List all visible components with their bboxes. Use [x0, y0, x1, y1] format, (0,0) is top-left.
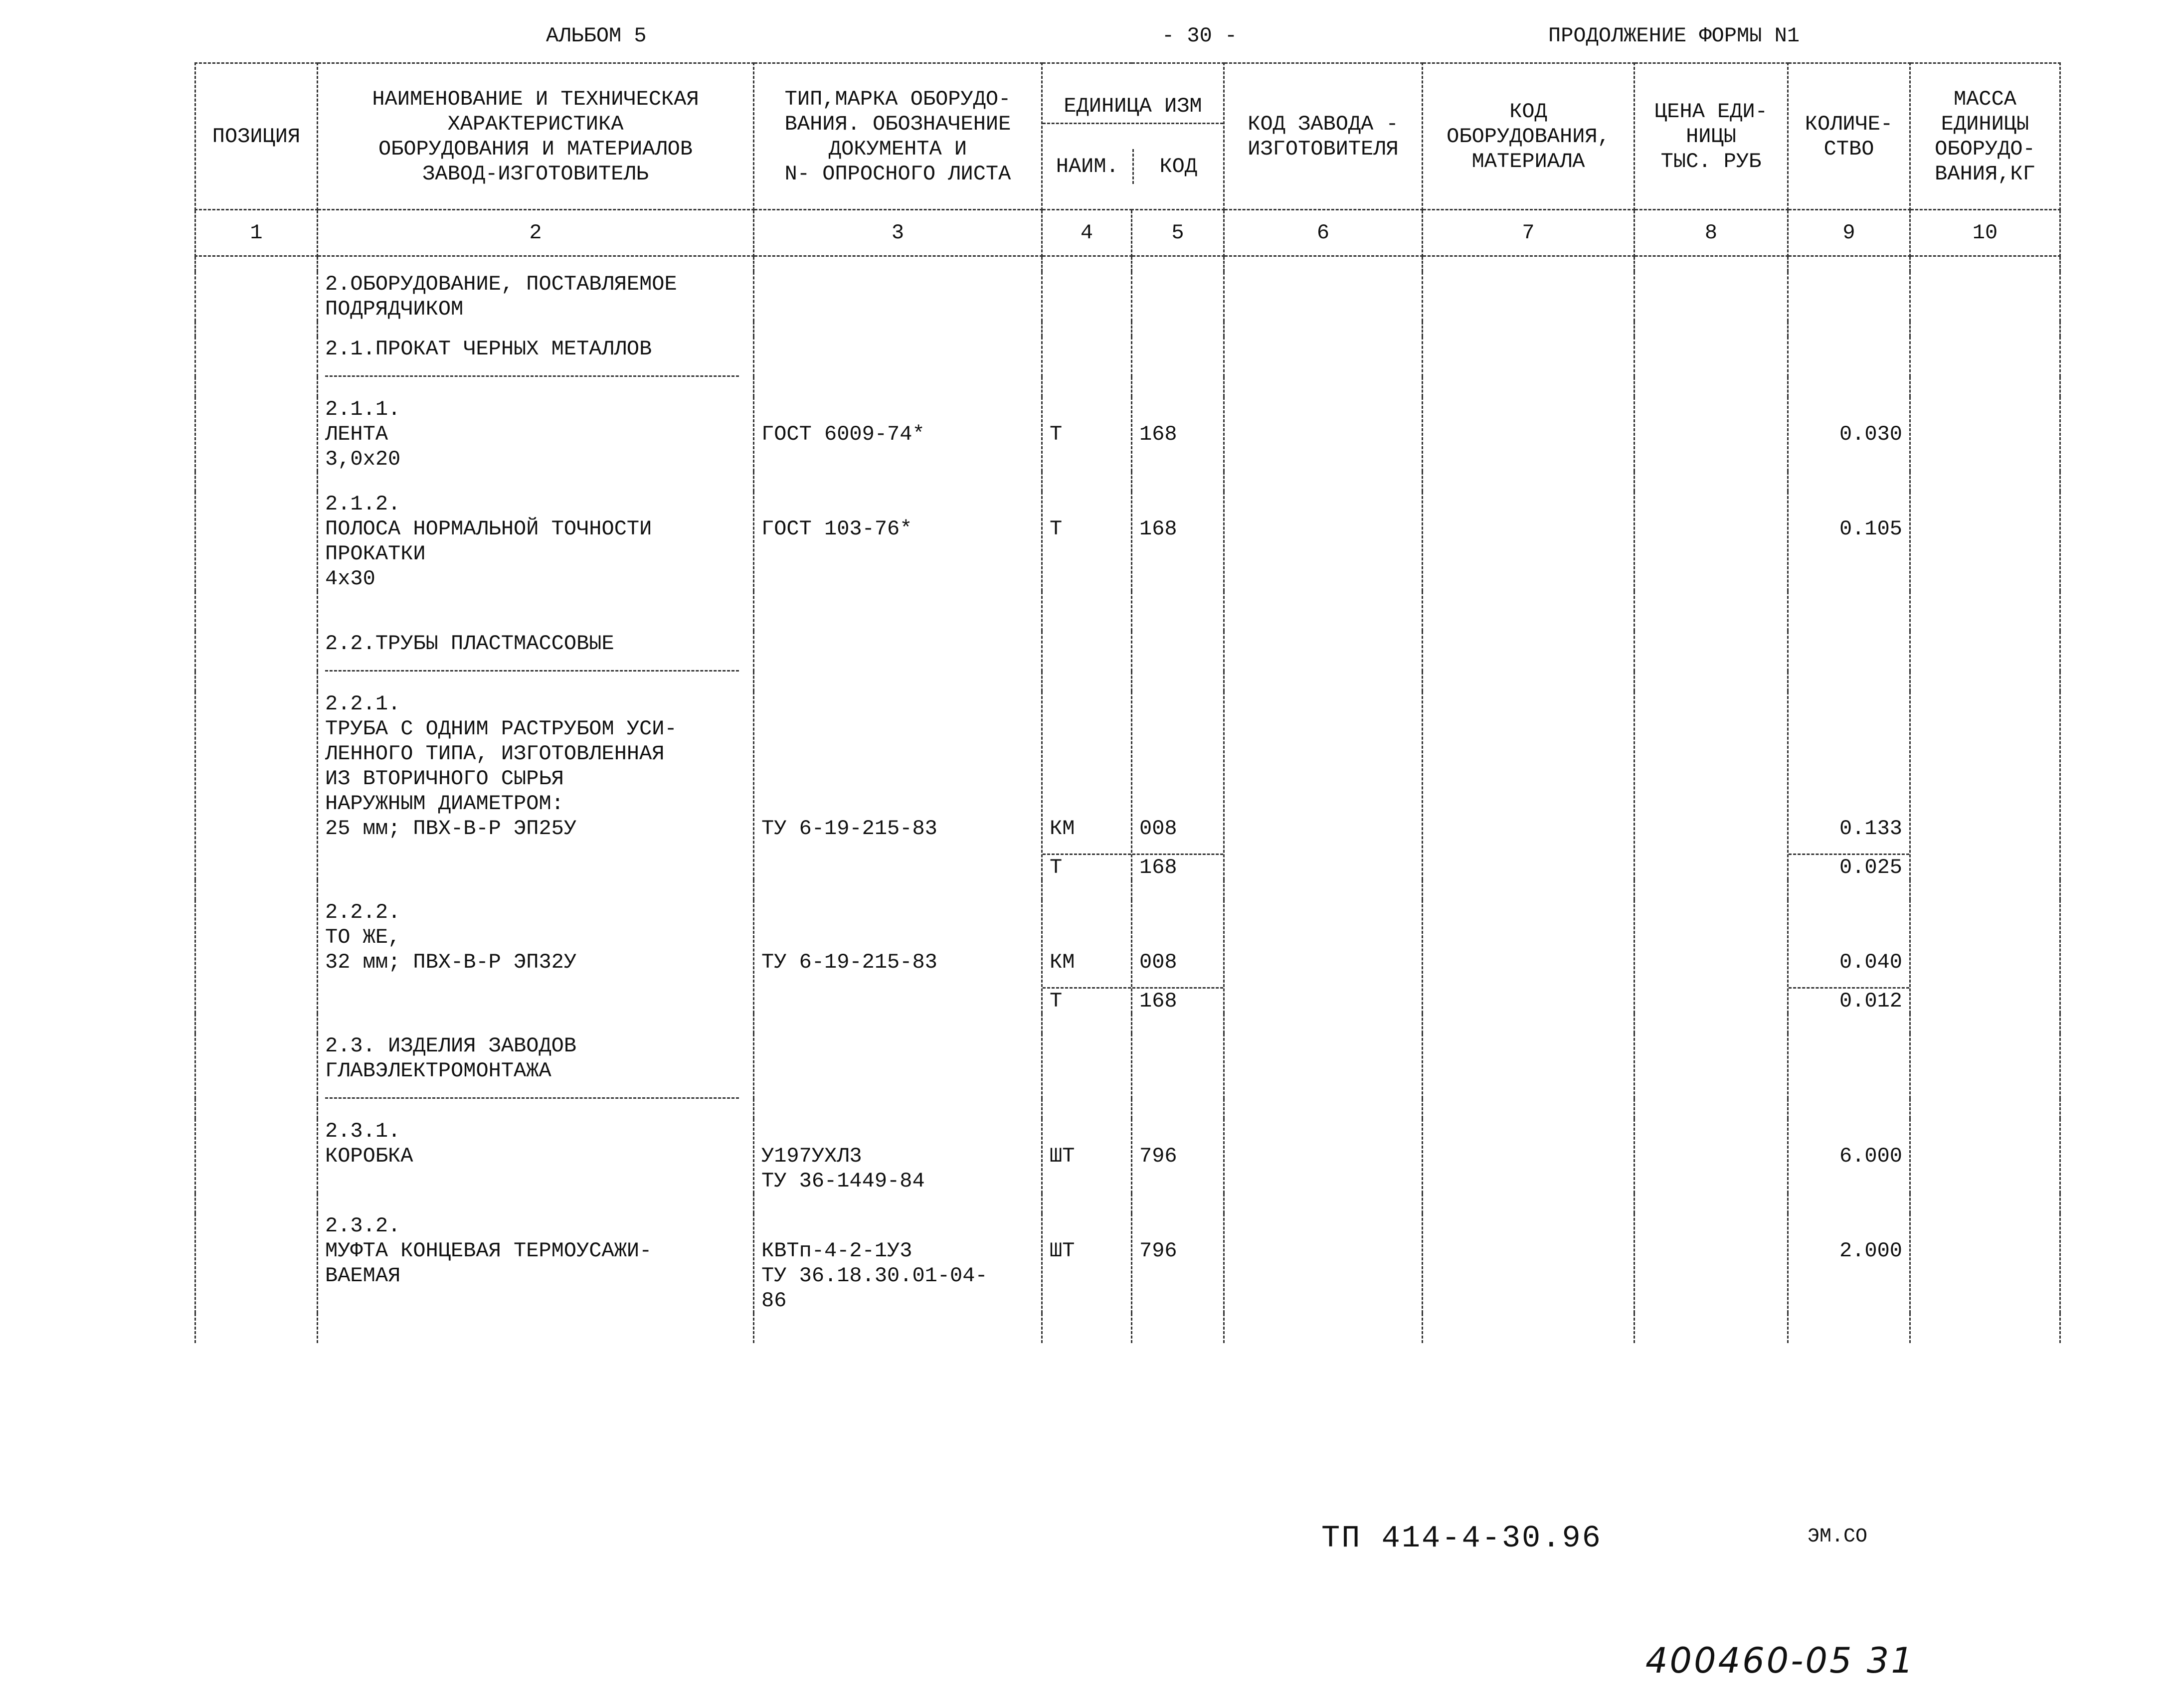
unit-code-cell — [1132, 1119, 1224, 1194]
inventory-number: 400460-05 31 — [1645, 1640, 1915, 1681]
unit-code-cell — [1132, 1213, 1224, 1313]
unit-name: ШТ — [1050, 1239, 1075, 1263]
unit-code: 008 — [1139, 817, 1177, 841]
table-row — [195, 1213, 2060, 1313]
unit-name: Т — [1043, 987, 1131, 1014]
header-unit-code: КОД — [1159, 155, 1198, 178]
position-cell — [195, 1119, 318, 1194]
item-document: ГОСТ 6009-74* — [754, 397, 1042, 472]
factory-code-cell — [1224, 1119, 1423, 1194]
quantity-value: 6.000 — [1839, 1144, 1902, 1168]
unit-code: 168 — [1132, 987, 1223, 1014]
factory-code-cell — [1224, 900, 1423, 1014]
unit-code: 168 — [1139, 422, 1177, 446]
factory-code-cell — [1224, 492, 1423, 591]
quantity-value: 0.030 — [1839, 422, 1902, 446]
price-cell — [1634, 397, 1788, 472]
colnum-4: 4 — [1042, 210, 1132, 256]
factory-code-cell — [1224, 397, 1423, 472]
section-code: ЭМ.СО — [1808, 1526, 1868, 1548]
item-name: 2.2.2. ТО ЖЕ, 32 мм; ПВХ-В-Р ЭП32У — [318, 900, 754, 1014]
unit-name-cell — [1042, 691, 1132, 880]
colnum-10: 10 — [1910, 210, 2060, 256]
price-cell — [1634, 691, 1788, 880]
mass-cell — [1910, 1213, 2060, 1313]
continuation-label: ПРОДОЛЖЕНИЕ ФОРМЫ N1 — [1548, 24, 1800, 48]
item-document: ГОСТ 103-76* — [754, 492, 1042, 591]
quantity-value: 0.040 — [1839, 950, 1902, 974]
price-cell — [1634, 492, 1788, 591]
unit-code-cell — [1132, 691, 1224, 880]
quantity-value: 0.012 — [1789, 987, 1909, 1014]
material-code-cell — [1423, 397, 1634, 472]
item-name: 2.1.2. ПОЛОСА НОРМАЛЬНОЙ ТОЧНОСТИ ПРОКАТКИ 4х30 — [318, 492, 754, 591]
colnum-6: 6 — [1224, 210, 1423, 256]
quantity-value: 2.000 — [1839, 1239, 1902, 1263]
mass-cell — [1910, 397, 2060, 472]
quantity-cell — [1788, 492, 1910, 591]
table-row — [195, 900, 2060, 1014]
material-code-cell — [1423, 1213, 1634, 1313]
material-code-cell — [1423, 691, 1634, 880]
colnum-1: 1 — [195, 210, 318, 256]
quantity-cell — [1788, 397, 1910, 472]
unit-name-cell — [1042, 1213, 1132, 1313]
specification-table — [194, 62, 2061, 1343]
colnum-9: 9 — [1788, 210, 1910, 256]
material-code-cell — [1423, 492, 1634, 591]
table-row — [195, 492, 2060, 591]
quantity-value: 0.105 — [1839, 517, 1902, 541]
section-row — [195, 272, 2060, 322]
table-row — [195, 1119, 2060, 1194]
header-unit-name: НАИМ. — [1043, 149, 1134, 184]
colnum-5: 5 — [1132, 210, 1224, 256]
position-cell — [195, 1213, 318, 1313]
unit-name: ШТ — [1050, 1144, 1075, 1168]
page-number: - 30 - — [1162, 24, 1238, 48]
item-document: КВТп-4-2-1У3 ТУ 36.18.30.01-04- 86 — [754, 1213, 1042, 1313]
unit-code: 008 — [1139, 950, 1177, 974]
header-price: ЦЕНА ЕДИ- НИЦЫ ТЫС. РУБ — [1634, 63, 1788, 210]
header-type: ТИП,МАРКА ОБОРУДО- ВАНИЯ. ОБОЗНАЧЕНИЕ ДОКУМЕНТА И N- ОПРОСНОГО ЛИСТА — [754, 63, 1042, 210]
unit-name: Т — [1043, 854, 1131, 880]
quantity-value: 0.025 — [1789, 854, 1909, 880]
column-number-row — [195, 210, 2060, 256]
material-code-cell — [1423, 1119, 1634, 1194]
factory-code-cell — [1224, 691, 1423, 880]
material-code-cell — [1423, 900, 1634, 1014]
quantity-cell — [1788, 1119, 1910, 1194]
unit-name-cell — [1042, 492, 1132, 591]
unit-name: Т — [1050, 422, 1063, 446]
document-code: ТП 414-4-30.96 — [1321, 1521, 1602, 1556]
quantity-value: 0.133 — [1839, 817, 1902, 841]
mass-cell — [1910, 1119, 2060, 1194]
header-name: НАИМЕНОВАНИЕ И ТЕХНИЧЕСКАЯ ХАРАКТЕРИСТИКА ОБОРУДОВАНИЯ И МАТЕРИАЛОВ ЗАВОД-ИЗГОТОВИТЕЛЬ — [318, 63, 754, 210]
header-row — [195, 63, 2060, 210]
header-quantity: КОЛИЧЕ- СТВО — [1788, 63, 1910, 210]
album-label: АЛЬБОМ 5 — [546, 24, 647, 48]
price-cell — [1634, 900, 1788, 1014]
unit-name-cell — [1042, 397, 1132, 472]
position-cell — [195, 691, 318, 880]
table-row — [195, 397, 2060, 472]
unit-name-cell — [1042, 1119, 1132, 1194]
section-title: 2.2.ТРУБЫ ПЛАСТМАССОВЫЕ — [325, 631, 739, 672]
mass-cell — [1910, 900, 2060, 1014]
header-unit-group — [1042, 63, 1224, 210]
unit-code: 168 — [1132, 854, 1223, 880]
item-name: 2.3.2. МУФТА КОНЦЕВАЯ ТЕРМОУСАЖИ- ВАЕМАЯ — [318, 1213, 754, 1313]
item-name: 2.2.1. ТРУБА С ОДНИМ РАСТРУБОМ УСИ- ЛЕННОГО ТИПА, ИЗГОТОВЛЕННАЯ ИЗ ВТОРИЧНОГО СЫРЬЯ НАРУЖНЫМ ДИАМЕТРОМ: 25 мм; ПВХ-В-Р ЭП25У — [318, 691, 754, 880]
item-name: 2.1.1. ЛЕНТА 3,0х20 — [318, 397, 754, 472]
position-cell — [195, 492, 318, 591]
specification-body — [195, 256, 2060, 1344]
price-cell — [1634, 1119, 1788, 1194]
unit-name: КМ — [1050, 950, 1075, 974]
colnum-7: 7 — [1423, 210, 1634, 256]
mass-cell — [1910, 691, 2060, 880]
header-material-code: КОД ОБОРУДОВАНИЯ, МАТЕРИАЛА — [1423, 63, 1634, 210]
section-title: 2.1.ПРОКАТ ЧЕРНЫХ МЕТАЛЛОВ — [325, 337, 739, 377]
price-cell — [1634, 1213, 1788, 1313]
item-document: ТУ 6-19-215-83 — [754, 691, 1042, 880]
unit-name: Т — [1050, 517, 1063, 541]
item-document: ТУ 6-19-215-83 — [754, 900, 1042, 1014]
factory-code-cell — [1224, 1213, 1423, 1313]
unit-name: КМ — [1050, 817, 1075, 841]
quantity-cell — [1788, 691, 1910, 880]
header-position: ПОЗИЦИЯ — [195, 63, 318, 210]
colnum-3: 3 — [754, 210, 1042, 256]
position-cell — [195, 900, 318, 1014]
quantity-cell — [1788, 1213, 1910, 1313]
unit-code-cell — [1132, 492, 1224, 591]
header-unit: ЕДИНИЦА ИЗМ — [1043, 89, 1223, 124]
item-document: У197УХЛ3 ТУ 36-1449-84 — [754, 1119, 1042, 1194]
unit-code: 168 — [1139, 517, 1177, 541]
section-row — [195, 337, 2060, 377]
unit-code-cell — [1132, 397, 1224, 472]
unit-name-cell — [1042, 900, 1132, 1014]
section-title: 2.ОБОРУДОВАНИЕ, ПОСТАВЛЯЕМОЕ ПОДРЯДЧИКОМ — [318, 272, 754, 322]
item-name: 2.3.1. КОРОБКА — [318, 1119, 754, 1194]
colnum-2: 2 — [318, 210, 754, 256]
header-unit-subheads — [1043, 149, 1223, 184]
position-cell — [195, 397, 318, 472]
mass-cell — [1910, 492, 2060, 591]
quantity-cell — [1788, 900, 1910, 1014]
unit-code: 796 — [1139, 1144, 1177, 1168]
section-title: 2.3. ИЗДЕЛИЯ ЗАВОДОВ ГЛАВЭЛЕКТРОМОНТАЖА — [325, 1033, 739, 1099]
specification-sheet — [194, 62, 2059, 1343]
colnum-8: 8 — [1634, 210, 1788, 256]
unit-code: 796 — [1139, 1239, 1177, 1263]
table-row — [195, 691, 2060, 880]
header-mass: МАССА ЕДИНИЦЫ ОБОРУДО- ВАНИЯ,КГ — [1910, 63, 2060, 210]
unit-code-cell — [1132, 900, 1224, 1014]
header-factory-code: КОД ЗАВОДА - ИЗГОТОВИТЕЛЯ — [1224, 63, 1423, 210]
